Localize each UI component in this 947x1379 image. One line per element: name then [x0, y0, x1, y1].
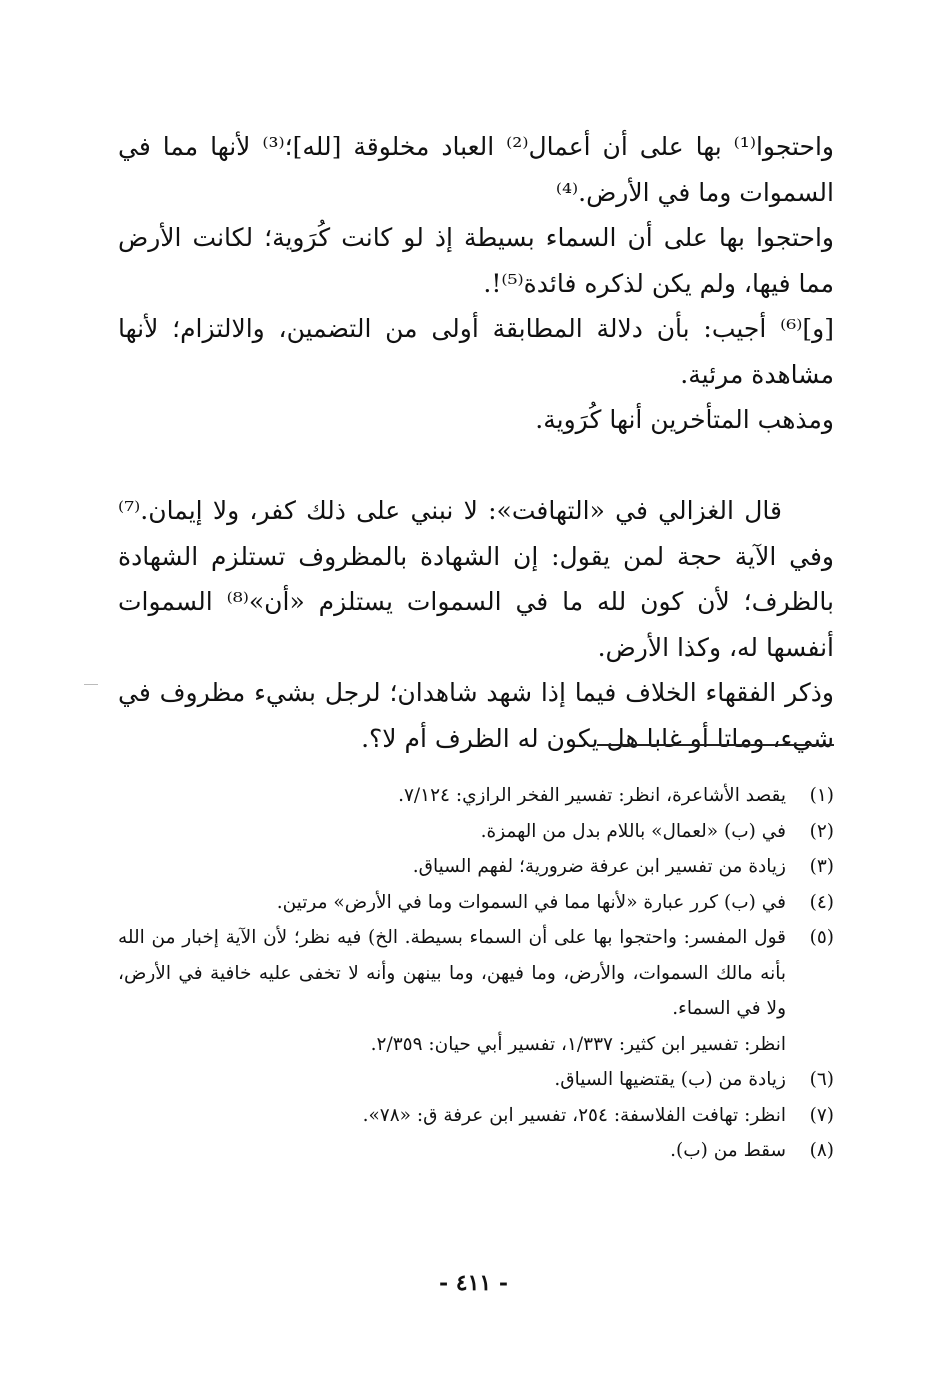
footnote-number: (٤) [809, 891, 834, 913]
footnote-number: (٦) [809, 1069, 834, 1090]
footnote-separator [597, 744, 834, 746]
footnote-text: انظر: تهافت الفلاسفة: ٢٥٤، تفسير ابن عرفة ق: «٧٨». [362, 1104, 786, 1126]
footnote-text: يقصد الأشاعرة، انظر: تفسير الفخر الرازي: ٧/١٢٤. [398, 785, 786, 806]
footnote-2 [118, 814, 834, 850]
footnote-3 [118, 849, 834, 885]
paragraph-6: وذكر الفقهاء الخلاف فيما إذا شهد شاهدان؛ لرجل بشيء مظروف في شيء، وماتا أو غابا هل يكون له الظرف أم لا؟. [118, 678, 834, 753]
footnotes [118, 778, 834, 1169]
paragraph-5: قال الغزالي في «التهافت»: لا نبني على ذلك كفر، ولا إيمان.⁽⁷⁾ وفي الآية حجة لمن يقول: إن الشهادة بالمظروف تستلزم الشهادة بالظرف؛ لأن كون لله ما في السموات يستلزم «أن»⁽⁸⁾ السموات أنفسها له، وكذا الأرض. [118, 496, 834, 662]
footnote-8 [118, 1133, 834, 1169]
footnote-text: قول المفسر: واحتجوا بها على أن السماء بسيطة. الخ) فيه نظر؛ لأن الآية إخبار من الله بأنه مالك السموات، والأرض، وما فيهن، وما بينهن وأنه لا تخفى عليه خافية في الأرض، ولا في السماء. [118, 927, 786, 1019]
margin-mark [84, 684, 98, 685]
footnote-text: زيادة من (ب) يقتضيها السياق. [554, 1069, 786, 1090]
footnote-7 [118, 1098, 834, 1134]
footnote-number: (٣) [809, 856, 834, 877]
footnote-number: (١) [809, 785, 834, 806]
footnote-text: انظر: تفسير ابن كثير: ١/٣٣٧، تفسير أبي حيان: ٢/٣٥٩. [370, 1033, 786, 1055]
footnote-text: زيادة من تفسير ابن عرفة ضرورية؛ لفهم السياق. [412, 856, 786, 877]
paragraph-1: واحتجوا⁽¹⁾ بها على أن أعمال⁽²⁾ العباد مخلوقة [لله]؛⁽³⁾ لأنها مما في السموات وما في الأرض.⁽⁴⁾ [118, 132, 834, 207]
page-number: - ٤١١ - [438, 1270, 509, 1296]
footnote-6 [118, 1062, 834, 1098]
footnote-5-reference [118, 1027, 834, 1063]
footnote-5 [118, 920, 834, 1027]
footnote-text: في (ب) «لعمال» باللام بدل من الهمزة. [480, 820, 786, 842]
main-text-block-1 [118, 124, 834, 443]
paragraph-4: ومذهب المتأخرين أنها كُرَوية. [535, 405, 834, 434]
footnote-number: (٢) [809, 820, 834, 842]
footnote-number: (٨) [809, 1140, 834, 1161]
footnote-text: في (ب) كرر عبارة «لأنها مما في السموات وما في الأرض» مرتين. [276, 891, 786, 913]
footnote-4 [118, 885, 834, 921]
footnote-text: سقط من (ب). [670, 1140, 786, 1161]
paragraph-2: واحتجوا بها على أن السماء بسيطة إذ لو كانت كُرَوية؛ لكانت الأرض مما فيها، ولم يكن لذكره فائدة⁽⁵⁾!. [118, 223, 835, 298]
paragraph-3: [و]⁽⁶⁾ أجيب: بأن دلالة المطابقة أولى من التضمين، والالتزام؛ لأنها مشاهدة مرئية. [118, 314, 834, 389]
footnote-1 [118, 778, 834, 814]
footnote-number: (٥) [809, 927, 834, 948]
footnote-number: (٧) [809, 1104, 834, 1126]
main-text-block-2 [118, 488, 834, 761]
